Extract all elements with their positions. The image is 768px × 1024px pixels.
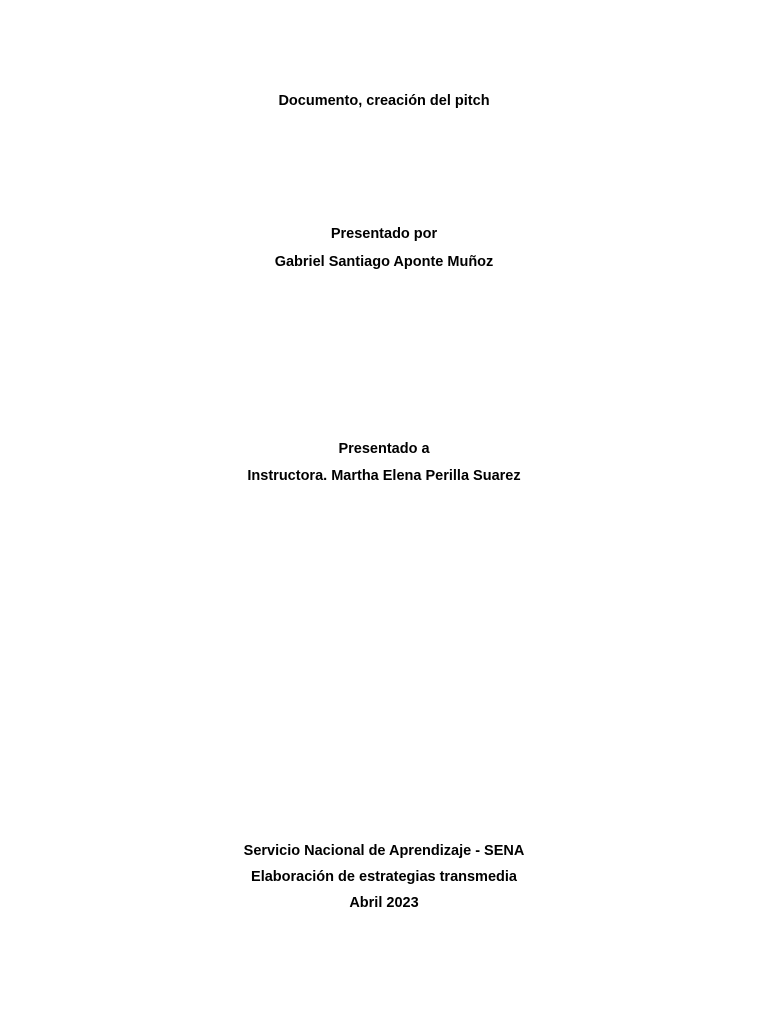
presented-by-label: Presentado por <box>330 226 438 242</box>
document-title: Documento, creación del pitch <box>278 93 490 109</box>
author-name: Gabriel Santiago Aponte Muñoz <box>274 254 494 270</box>
instructor-name: Instructora. Martha Elena Perilla Suarez <box>247 468 521 484</box>
institution-name: Servicio Nacional de Aprendizaje - SENA <box>243 843 525 859</box>
document-date: Abril 2023 <box>349 895 419 911</box>
program-name: Elaboración de estrategias transmedia <box>251 869 517 885</box>
presented-to-label: Presentado a <box>338 441 430 457</box>
